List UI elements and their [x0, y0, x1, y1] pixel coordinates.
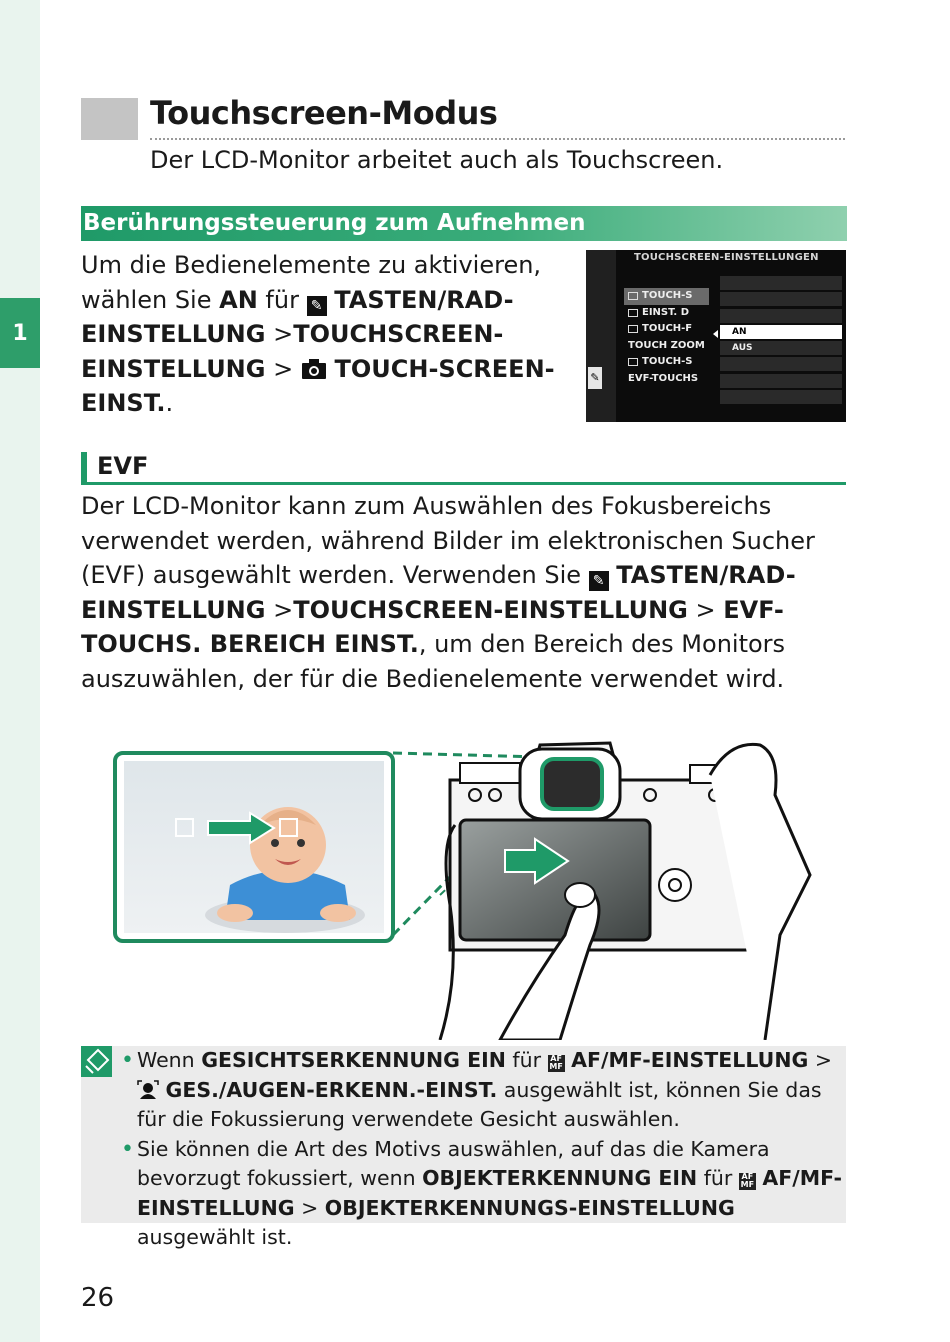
menu-item	[624, 321, 709, 338]
text: >	[265, 320, 294, 348]
bold-term: EVF-TOUCHS. BEREICH EINST.	[81, 595, 784, 658]
bold-term: OBJEKTERKENNUNG EIN	[422, 1166, 698, 1190]
text: ausgewählt ist.	[137, 1225, 293, 1249]
title-marker	[81, 98, 138, 140]
menu-item	[624, 354, 709, 371]
menu-item-label: EVF-TOUCHS	[628, 372, 699, 384]
text: >	[265, 595, 294, 624]
menu-list	[624, 288, 709, 387]
menu-item-label: TOUCH-F	[642, 323, 693, 334]
chapter-number: 1	[12, 320, 28, 346]
menu-option-on: AN	[720, 325, 842, 339]
page-title: Touchscreen-Modus	[150, 94, 498, 132]
text: für	[505, 1048, 548, 1072]
menu-item	[624, 338, 709, 355]
note-icon	[81, 1046, 112, 1077]
menu-options	[720, 276, 842, 406]
section-heading-shooting: Berührungssteuerung zum Aufnehmen	[81, 206, 847, 241]
menu-title: TOUCHSCREEN-EINSTELLUNGEN	[634, 252, 819, 263]
note-item	[121, 1135, 846, 1253]
section1-body	[81, 248, 581, 421]
text: >	[808, 1048, 833, 1072]
note-box	[81, 1046, 846, 1249]
evf-heading-label: EVF	[97, 452, 149, 480]
side-strip	[0, 0, 40, 1342]
evf-touch-illustration	[110, 735, 830, 1040]
play-icon	[628, 358, 638, 366]
text: >	[265, 354, 301, 383]
bold-term: AN	[219, 285, 258, 314]
menu-row-empty	[720, 357, 842, 371]
text: ausgewählt ist, können Sie das für die Fokussierung verwendete Gesicht auswählen.	[137, 1077, 822, 1131]
menu-item-label: TOUCH-S	[642, 290, 693, 301]
bold-term: AF/MF-EINSTELLUNG	[137, 1166, 843, 1220]
menu-option-off: AUS	[720, 341, 842, 355]
chapter-tab	[0, 298, 40, 368]
face-detect-icon	[137, 1080, 159, 1100]
menu-sidebar	[586, 250, 616, 422]
title-divider	[150, 138, 845, 140]
menu-item-label: EINST. D	[642, 306, 690, 318]
page-number: 26	[81, 1283, 115, 1313]
text: für	[257, 285, 307, 314]
menu-row-empty	[720, 309, 842, 323]
film-icon	[628, 325, 638, 333]
note-item	[121, 1046, 846, 1135]
text: , um den Bereich des Monitors auszuwählen, der für die Bedienelemente verwendet wird.	[81, 630, 786, 693]
bold-term: TOUCHSCREEN-EINSTELLUNG	[293, 595, 688, 624]
evf-heading	[81, 452, 846, 485]
evf-body	[81, 489, 851, 696]
text: Um die Bedienelemente zu aktivieren, wählen Sie	[81, 251, 542, 314]
menu-row-empty	[720, 276, 842, 290]
wrench-icon: ✎	[588, 367, 602, 389]
bold-term: TOUCHSCREEN-EINSTELLUNG	[81, 320, 504, 383]
camera-icon	[628, 292, 638, 300]
note-list	[121, 1046, 846, 1253]
page-subtitle: Der LCD-Monitor arbeitet auch als Touchscreen.	[150, 146, 724, 174]
bold-term: GESICHTSERKENNUNG EIN	[201, 1048, 506, 1072]
menu-arrow-icon	[713, 330, 718, 338]
text: .	[165, 389, 174, 417]
bold-term: AF/MF-EINSTELLUNG	[571, 1048, 809, 1072]
wrench-icon: ✎	[307, 296, 327, 316]
af-mf-icon: AF MF	[549, 1054, 563, 1071]
wrench-icon: ✎	[589, 571, 609, 591]
bold-term: TASTEN/RAD-EINSTELLUNG	[81, 561, 796, 624]
camera-icon	[301, 358, 327, 380]
evf-heading-bar	[81, 452, 87, 482]
menu-item-label: TOUCH ZOOM	[628, 339, 705, 351]
af-mf-icon: AF MF	[740, 1172, 755, 1189]
text: >	[687, 595, 724, 624]
text: Wenn	[137, 1048, 202, 1072]
camera-icon	[628, 309, 638, 317]
menu-row-empty	[720, 374, 842, 388]
text: Sie können die Art des Motivs auswählen, auf das die Kamera bevorzugt fokussiert, wenn	[137, 1136, 770, 1190]
menu-item	[624, 371, 709, 388]
text: für	[697, 1166, 739, 1190]
bold-term: TOUCH-SCREEN-EINST.	[81, 354, 555, 417]
menu-row-empty	[720, 292, 842, 306]
camera-menu-screenshot	[586, 250, 846, 422]
bold-term: OBJEKTERKENNUNGS-EINSTELLUNG	[324, 1195, 735, 1220]
menu-row-empty	[720, 390, 842, 404]
text: >	[294, 1195, 325, 1220]
bold-term: TASTEN/RAD-EINSTELLUNG	[81, 285, 514, 348]
menu-item	[624, 305, 709, 322]
menu-item	[624, 288, 709, 305]
bold-term: GES./AUGEN-ERKENN.-EINST.	[165, 1077, 498, 1102]
text: Der LCD-Monitor kann zum Auswählen des Fokusbereichs verwendet werden, während Bilder im elektronischen Sucher (EVF) ausgewählt werden. Verwenden Sie	[81, 492, 815, 589]
menu-item-label: TOUCH-S	[642, 356, 693, 367]
